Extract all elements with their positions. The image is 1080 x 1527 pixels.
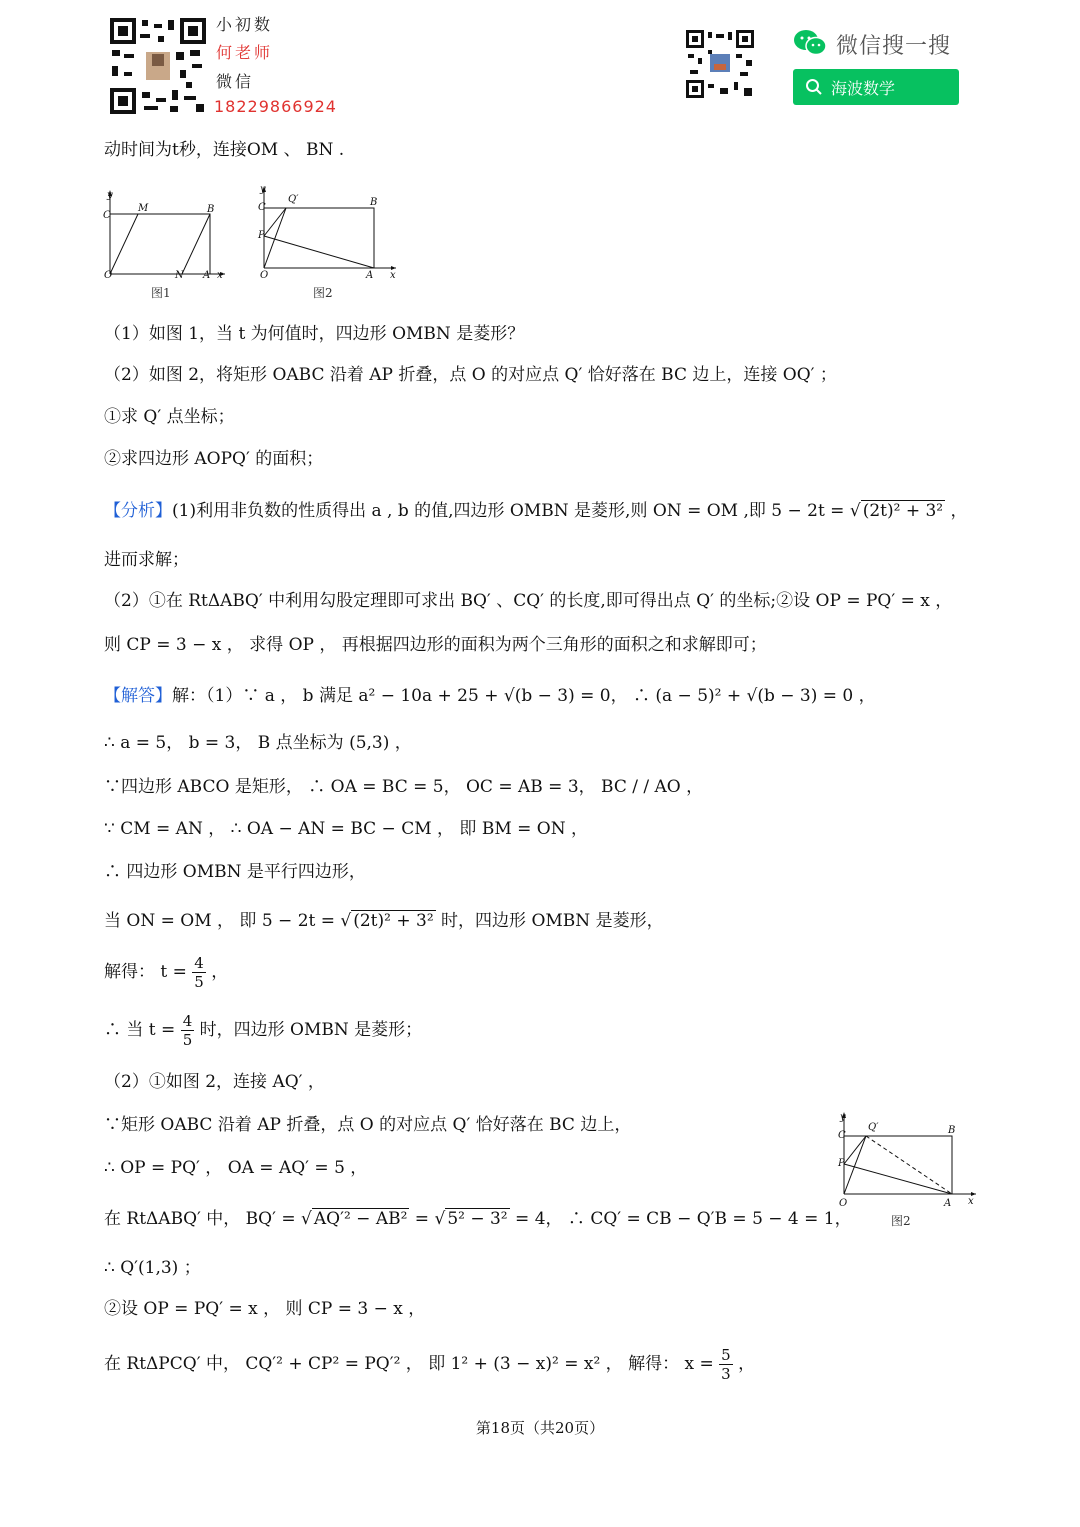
fraction-den: 5 — [182, 1031, 193, 1049]
wechat-search-title: 微信搜一搜 — [836, 34, 952, 59]
svg-text:C: C — [258, 202, 266, 213]
question-2a: ①求 Q′ 点坐标； — [104, 407, 235, 427]
fraction-4-5-a — [192, 954, 206, 991]
wechat-logo-icon — [793, 28, 827, 58]
solution-line-9: ∵矩形 OABC 沿着 AP 折叠，点 O 的对应点 Q′ 恰好落在 BC 边上， — [104, 1115, 632, 1135]
svg-text:C: C — [103, 210, 111, 221]
analysis-line-3: 则 CP = 3 − x ， 求得 OP ， 再根据四边形的面积为两个三角形的面积之和求解即可； — [104, 635, 767, 655]
analysis-line-1b: 进而求解； — [104, 550, 189, 570]
svg-text:A: A — [203, 270, 211, 281]
solution-line-10: ∴ OP = PQ′ ， OA = AQ′ = 5 ， — [104, 1158, 368, 1178]
figure-1-caption: 图1 — [151, 286, 171, 300]
fraction-den: 3 — [721, 1365, 731, 1383]
svg-text:y: y — [107, 190, 113, 201]
svg-text:x: x — [217, 270, 223, 281]
solution-line-14 — [104, 1346, 755, 1383]
question-2: （2）如图 2，将矩形 OABC 沿着 AP 折叠，点 O 的对应点 Q′ 恰好落在 BC 边上，连接 OQ′ ； — [104, 365, 837, 385]
svg-text:x: x — [968, 1196, 974, 1207]
contact-line-3: 微信 — [216, 72, 255, 91]
svg-text:P: P — [838, 1158, 845, 1169]
svg-text:A: A — [366, 270, 374, 281]
solution-11-radical-1: AQ′² − AB² — [313, 1209, 408, 1229]
svg-text:B: B — [948, 1125, 956, 1136]
answer-tag: 【解答】 — [104, 686, 172, 706]
svg-text:A: A — [944, 1198, 952, 1209]
question-2b: ②求四边形 AOPQ′ 的面积； — [104, 449, 324, 469]
solution-5-text-a: 当 ON = OM ， 即 5 − 2t = — [104, 911, 341, 931]
svg-text:O: O — [260, 270, 269, 281]
solution-14-text: 在 RtΔPCQ′ 中， CQ′² + CP² = PQ′² ， 即 1² + (3 − x)² = x² ， 解得： x = — [104, 1354, 720, 1374]
figure-2-caption: 图2 — [313, 286, 333, 300]
solution-line-11: 在 RtΔABQ′ 中， BQ′ = √ AQ′² − AB² = √ 5² − 3² = 4， ∴ CQ′ = CB − Q′B = 5 − 4 = 1， — [104, 1209, 852, 1229]
answer-line-1 — [104, 684, 876, 708]
solution-line-12: ∴ Q′(1,3) ； — [104, 1258, 201, 1278]
solution-line-4: ∴ 四边形 OMBN 是平行四边形， — [104, 862, 366, 882]
svg-text:P: P — [258, 230, 265, 241]
solution-line-13: ②设 OP = PQ′ = x ， 则 CP = 3 − x ， — [104, 1299, 426, 1319]
solution-line-2: ∵四边形 ABCO 是矩形， ∴ OA = BC = 5， OC = AB = 3， BC / / AO ， — [104, 777, 704, 797]
fraction-num: 5 — [721, 1346, 731, 1364]
svg-text:C: C — [838, 1130, 846, 1141]
fraction-4-5-b — [181, 1012, 195, 1049]
solution-11-text-a: 在 RtΔABQ′ 中， BQ′ = — [104, 1209, 302, 1229]
svg-text:x: x — [390, 270, 396, 281]
figure-1 — [100, 186, 230, 298]
svg-text:Q′: Q′ — [288, 194, 299, 205]
qr-code-contact — [110, 18, 206, 114]
analysis-tag: 【分析】 — [104, 501, 172, 521]
svg-text:y: y — [840, 1112, 846, 1123]
qr-code-wechat — [686, 30, 754, 98]
solution-6-end: ， — [205, 962, 229, 982]
solution-line-8: （2）①如图 2，连接 AQ′ ， — [104, 1072, 325, 1092]
contact-phone: 18229866924 — [214, 97, 337, 116]
fraction-5-3 — [719, 1346, 733, 1383]
svg-text:N: N — [175, 270, 184, 281]
solution-7-text: ∴ 当 t = — [104, 1020, 181, 1040]
answer-text-1: 解：（1）∵ a ， b 满足 a² − 10a + 25 + √(b − 3) = 0， ∴ (a − 5)² + √(b − 3) = 0 ， — [172, 686, 876, 706]
svg-text:M: M — [138, 203, 149, 214]
solution-line-6 — [104, 954, 228, 991]
solution-line-7 — [104, 1012, 422, 1049]
analysis-radical: (2t)² + 3² — [862, 501, 944, 521]
svg-text:O: O — [104, 270, 113, 281]
fraction-den: 5 — [194, 973, 204, 991]
search-label: 海波数学 — [831, 78, 896, 98]
page-footer: 第18页（共20页） — [475, 1419, 605, 1437]
search-icon — [805, 78, 823, 96]
solution-5-radical: (2t)² + 3² — [353, 911, 434, 931]
question-1: （1）如图 1，当 t 为何值时，四边形 OMBN 是菱形？ — [104, 324, 525, 344]
analysis-line-1: 【分析】(1)利用非负数的性质得出 a , b 的值,四边形 OMBN 是菱形,则 ON = OM ,即 5 − 2t = √ (2t)² + 3² ， — [104, 501, 968, 521]
solution-line-3: ∵ CM = AN ， ∴ OA − AN = BC − CM ， 即 BM = ON ， — [104, 819, 588, 839]
contact-line-1: 小初数 — [216, 15, 274, 34]
solution-6-text: 解得： t = — [104, 962, 193, 982]
fraction-num: 4 — [194, 954, 204, 972]
svg-text:B: B — [207, 204, 215, 215]
intro-text: 动时间为t秒，连接OM 、 BN . — [104, 140, 345, 160]
svg-text:O: O — [839, 1198, 848, 1209]
svg-text:B: B — [370, 197, 378, 208]
figure-2 — [252, 180, 400, 292]
fraction-num: 4 — [182, 1012, 193, 1030]
contact-line-2: 何老师 — [216, 43, 274, 62]
solution-7-end: 时，四边形 OMBN 是菱形； — [194, 1020, 423, 1040]
solution-11-text-b: = 4， ∴ CQ′ = CB − Q′B = 5 − 4 = 1， — [509, 1209, 852, 1229]
analysis-text-1: (1)利用非负数的性质得出 a , b 的值,四边形 OMBN 是菱形,则 ON = OM ,即 5 − 2t = — [172, 501, 850, 521]
solution-11-radical-2: 5² − 3² — [447, 1209, 508, 1229]
solution-11-eq: = — [409, 1209, 435, 1229]
solution-5-text-b: 时，四边形 OMBN 是菱形， — [435, 911, 664, 931]
figure-3-caption: 图2 — [891, 1214, 911, 1228]
solution-line-1: ∴ a = 5， b = 3， B 点坐标为 (5,3) ， — [104, 733, 412, 753]
search-button[interactable] — [793, 69, 959, 105]
solution-line-5: 当 ON = OM ， 即 5 − 2t = √ (2t)² + 3² 时，四边形 OMBN 是菱形， — [104, 911, 664, 931]
svg-text:Q′: Q′ — [868, 1122, 879, 1133]
figure-3 — [830, 1108, 980, 1212]
svg-text:y: y — [260, 184, 266, 195]
solution-14-end: ， — [732, 1354, 756, 1374]
analysis-line-2: （2）①在 RtΔABQ′ 中利用勾股定理即可求出 BQ′ 、CQ′ 的长度,即可得出点 Q′ 的坐标;②设 OP = PQ′ = x ， — [104, 591, 953, 611]
analysis-end: ， — [945, 501, 968, 521]
